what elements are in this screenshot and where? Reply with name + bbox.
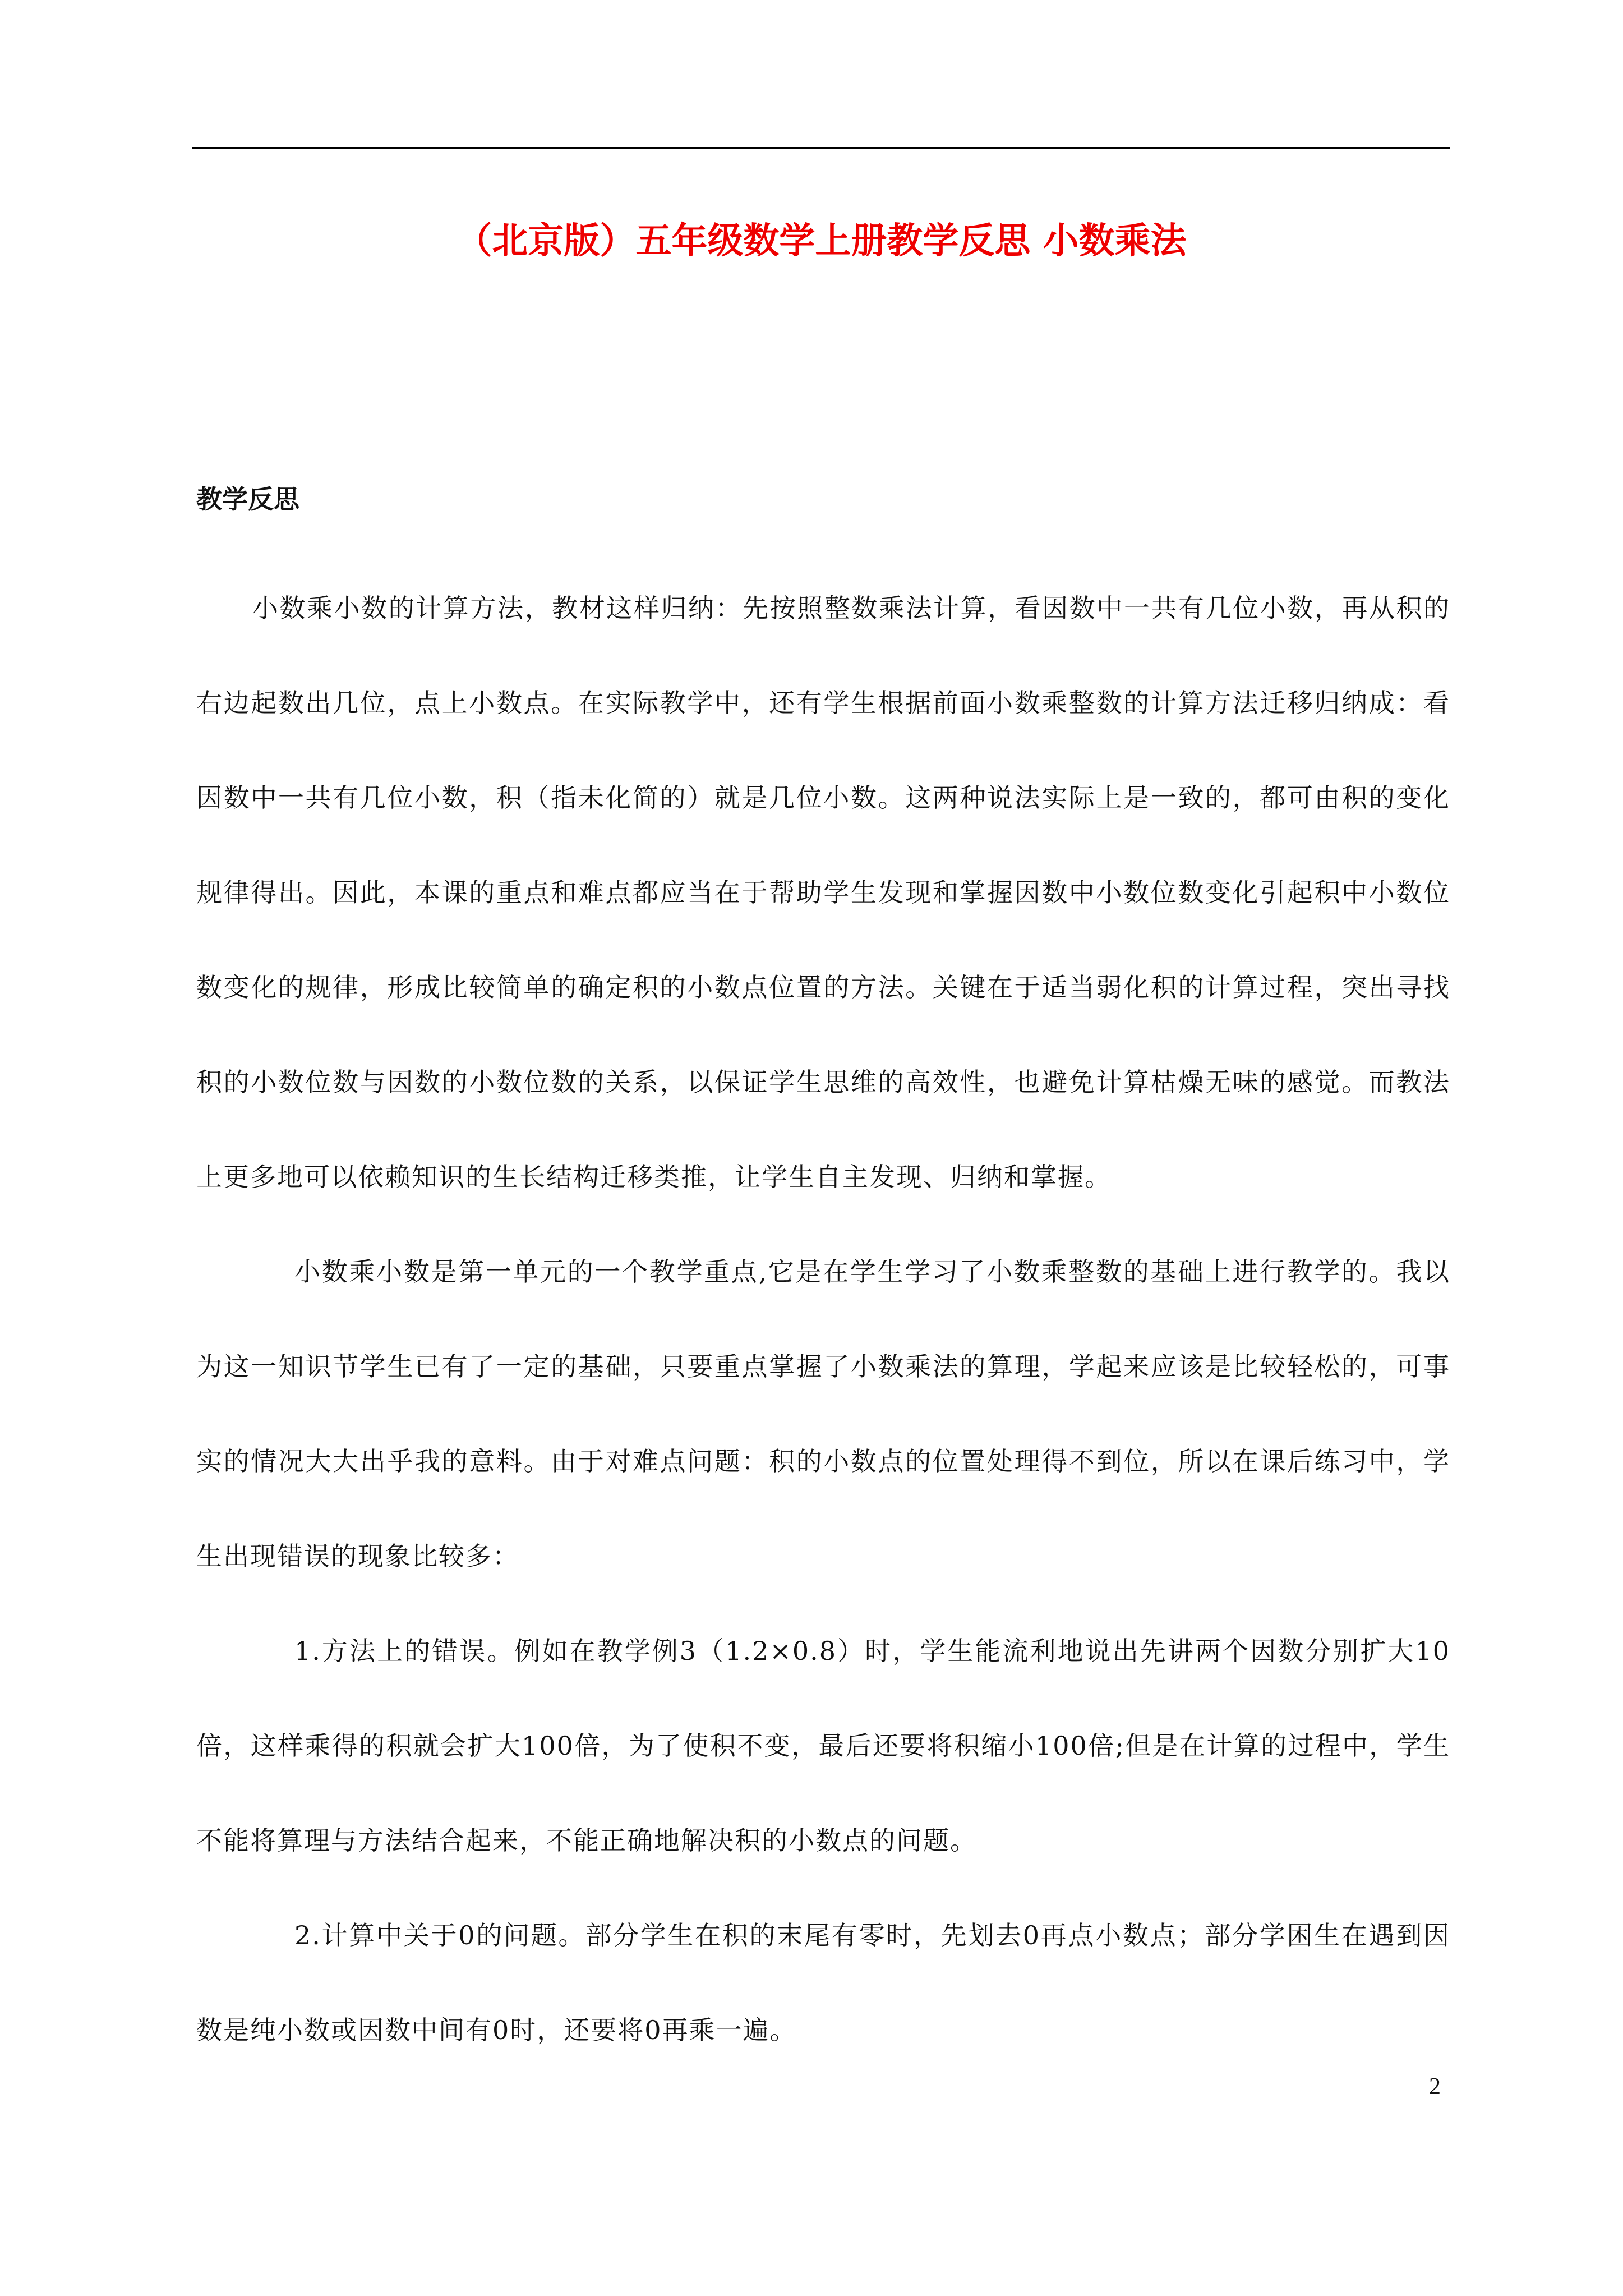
header-rule bbox=[192, 147, 1450, 149]
paragraph-4: 2.计算中关于0的问题。部分学生在积的末尾有零时，先划去0再点小数点；部分学困生在遇到因数是纯小数或因数中间有0时，还要将0再乘一遍。 bbox=[196, 1920, 1450, 2045]
section-heading: 教学反思 bbox=[196, 484, 299, 514]
document-title: （北京版）五年级数学上册教学反思 小数乘法 bbox=[456, 220, 1187, 262]
paragraph-1: 小数乘小数的计算方法，教材这样归纳：先按照整数乘法计算，看因数中一共有几位小数，再从积的右边起数出几位，点上小数点。在实际教学中，还有学生根据前面小数乘整数的计算方法迁移归纳成：看因数中一共有几位小数，积（指未化简的）就是几位小数。这两种说法实际上是一致的，都可由积的变化规律得出。因此，本课的重点和难点都应当在于帮助学生发现和掌握因数中小数位数变化引起积中小数位数变化的规律，形成比较简单的确定积的小数点位置的方法。关键在于适当弱化积的计算过程，突出寻找积的小数位数与因数的小数位数的关系，以保证学生思维的高效性，也避免计算枯燥无味的感觉。而教法上更多地可以依赖知识的生长结构迁移类推，让学生自主发现、归纳和掌握。 bbox=[196, 593, 1450, 1192]
body-text bbox=[196, 561, 1450, 2078]
paragraph-3: 1.方法上的错误。例如在教学例3（1.2×0.8）时，学生能流利地说出先讲两个因数分别扩大10倍，这样乘得的积就会扩大100倍，为了使积不变，最后还要将积缩小100倍;但是在计算的过程中，学生不能将算理与方法结合起来，不能正确地解决积的小数点的问题。 bbox=[196, 1636, 1450, 1856]
page-number: 2 bbox=[1429, 2074, 1441, 2100]
paragraph-2: 小数乘小数是第一单元的一个教学重点,它是在学生学习了小数乘整数的基础上进行教学的。我以为这一知识节学生已有了一定的基础，只要重点掌握了小数乘法的算理，学起来应该是比较轻松的，可事实的情况大大出乎我的意料。由于对难点问题：积的小数点的位置处理得不到位，所以在课后练习中，学生出现错误的现象比较多： bbox=[196, 1257, 1450, 1571]
